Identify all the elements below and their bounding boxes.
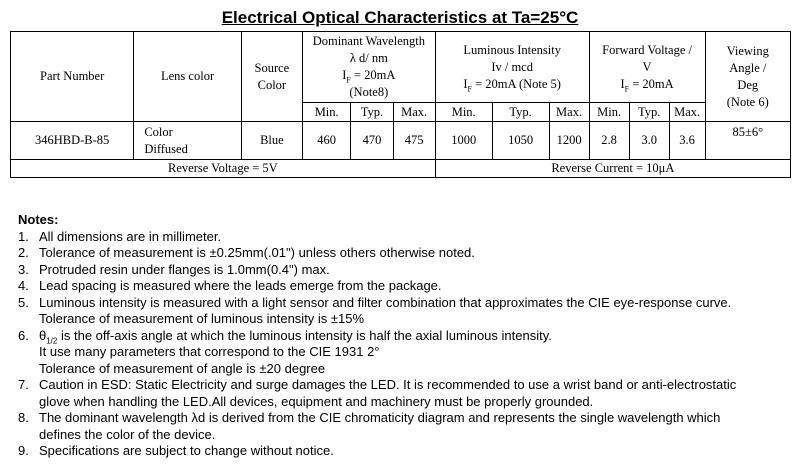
subheader-max: Max. — [549, 103, 589, 122]
notes-section — [18, 212, 798, 460]
header-viewing-angle: Viewing Angle / Deg (Note 6) — [705, 32, 790, 122]
note-item: 1. All dimensions are in millimeter. — [18, 228, 222, 244]
header-dominant-wavelength: Dominant Wavelength λ d/ nm $I_F = 20mA$ (Note8) — [302, 32, 435, 103]
subheader-typ: Typ. — [492, 103, 549, 122]
cell-lum-min: 1000 — [435, 122, 492, 160]
reverse-voltage: Reverse Voltage = 5V — [11, 160, 436, 178]
note-item: 3. Protruded resin under flanges is 1.0mm(0.4") max. — [18, 261, 330, 277]
cell-fwd-max: 3.6 — [669, 122, 705, 160]
note-item: 8. The dominant wavelength λd is derived from the CIE chromaticity diagram and represents the single wavelength which defines the color of the device. — [18, 410, 721, 442]
cell-source-color: Blue — [241, 122, 302, 160]
header-lens-color: Lens color — [134, 32, 242, 122]
subheader-min: Min. — [435, 103, 492, 122]
cell-lens-color: Color Diffused — [134, 122, 242, 160]
header-source-color: Source Color — [241, 32, 302, 122]
note-item: 7. Caution in ESD: Static Electricity and surge damages the LED. It is recommended to use a wrist band or anti-electrostatic glove when handling the LED.All devices, equipment and machinery must be properly grounded. — [18, 377, 737, 409]
subheader-min: Min. — [589, 103, 629, 122]
cell-fwd-typ: 3.0 — [629, 122, 669, 160]
subheader-typ: Typ. — [351, 103, 393, 122]
cell-lum-typ: 1050 — [492, 122, 549, 160]
notes-title: Notes: — [18, 212, 59, 227]
subheader-typ: Typ. — [629, 103, 669, 122]
cell-dom-typ: 470 — [351, 122, 393, 160]
cell-part-number: 346HBD-B-85 — [11, 122, 134, 160]
note-item: 6. $\theta_{1/2}$ is the off-axis angle at which the luminous intensity is half the axial luminous intensity. It use many parameters that correspond to the CIE 1931 2° Tolerance of measurement of angle is ±20 degree — [18, 327, 552, 376]
subheader-min: Min. — [302, 103, 350, 122]
page-title: Electrical Optical Characteristics at Ta=25°C — [221, 8, 579, 27]
header-luminous-intensity: Luminous Intensity Iv / mcd $I_F = 20mA$ (Note 5) — [435, 32, 589, 103]
header-forward-voltage: Forward Voltage / V $I_F = 20mA$ — [589, 32, 705, 103]
note-item: 4. Lead spacing is measured where the leads emerge from the package. — [18, 278, 442, 293]
header-part-number: Part Number — [11, 32, 134, 122]
subheader-max: Max. — [393, 103, 435, 122]
cell-fwd-min: 2.8 — [589, 122, 629, 160]
cell-dom-max: 475 — [393, 122, 435, 160]
note-item: 5. Luminous intensity is measured with a light sensor and filter combination that approximates the CIE eye-response curve. Tolerance of measurement of luminous intensity is ±15% — [18, 294, 732, 326]
subheader-max: Max. — [669, 103, 705, 122]
reverse-current: Reverse Current = 10μA — [435, 160, 790, 178]
characteristics-table — [10, 31, 791, 178]
cell-dom-min: 460 — [302, 122, 350, 160]
note-item: 9. Specifications are subject to change without notice. — [18, 443, 334, 458]
cell-lum-max: 1200 — [549, 122, 589, 160]
cell-viewing-angle: 85±6° — [705, 122, 790, 160]
note-item: 2. Tolerance of measurement is ±0.25mm(.01") unless others otherwise noted. — [18, 245, 475, 260]
